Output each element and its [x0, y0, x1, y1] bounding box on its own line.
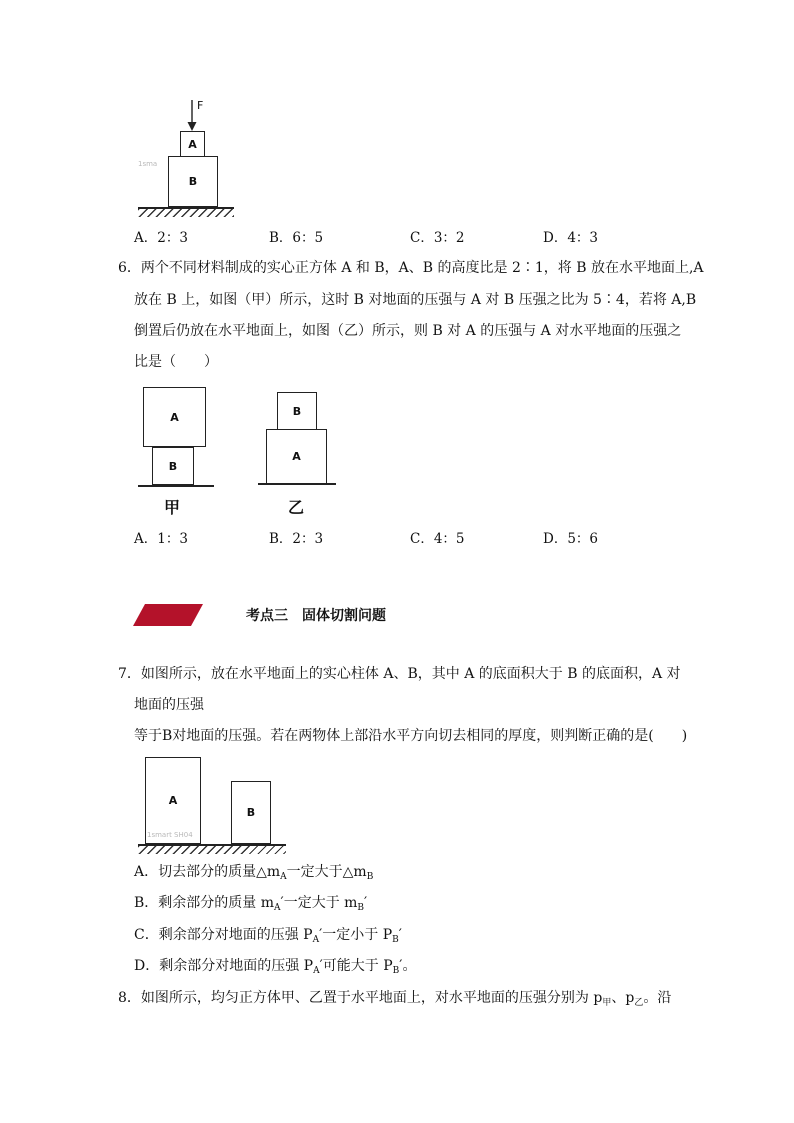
q6-line-4: 比是（ ）	[134, 354, 218, 370]
q5-option-b: B．6：5	[269, 230, 324, 246]
block-a: A	[266, 429, 327, 484]
ground-hatch	[138, 209, 234, 217]
block-a: A	[143, 387, 206, 447]
q7-line-1: 7．如图所示，放在水平地面上的实心柱体 A、B，其中 A 的底面积大于 B 的底面积，A 对	[118, 666, 681, 682]
q7-option-d: D．剩余部分对地面的压强 $P_A'$可能大于 $P_B'$。	[134, 958, 417, 976]
q7-line-2: 地面的压强	[134, 697, 204, 713]
caption-jia: 甲	[164, 498, 181, 517]
q6-option-a: A．1：3	[134, 531, 188, 547]
block-a: A	[145, 757, 201, 844]
q6-line-2: 放在 B 上，如图（甲）所示，这时 B 对地面的压强与 A 对 B 压强之比为 5∶4，若将 A,B	[134, 292, 697, 308]
ground-line	[258, 483, 336, 485]
section-title: 考点三 固体切割问题	[246, 608, 386, 624]
watermark: 1smart SH04	[147, 831, 193, 839]
q6-option-d: D．5：6	[543, 531, 599, 547]
block-a: A	[180, 131, 205, 157]
watermark: 1sma	[138, 160, 158, 168]
block-b: B	[231, 781, 271, 844]
ground-line	[138, 485, 214, 487]
force-label: F	[197, 99, 204, 112]
q6-line-1: 6．两个不同材料制成的实心正方体 A 和 B，A、B 的高度比是 2∶1，将 B 放在水平地面上,A	[118, 260, 704, 276]
block-b: B	[168, 156, 218, 207]
block-b: B	[277, 392, 317, 430]
caption-yi: 乙	[288, 498, 305, 517]
q6-option-b: B．2：3	[269, 531, 324, 547]
q7-option-a: A．切去部分的质量$\triangle m_A$一定大于$\triangle m_B$	[134, 864, 374, 882]
q5-option-a: A．2：3	[134, 230, 188, 246]
section-banner	[133, 604, 203, 626]
q7-option-c: C．剩余部分对地面的压强 $P_A'$一定小于 $P_B'$	[134, 927, 402, 945]
ground-hatch	[138, 846, 286, 854]
q7-option-b: B．剩余部分的质量 $m_A'$一定大于 $m_B'$	[134, 895, 368, 913]
block-b: B	[152, 447, 194, 485]
q8-line-1: 8．如图所示，均匀正方体甲、乙置于水平地面上，对水平地面的压强分别为 $p_甲$、$p_乙$。沿	[118, 990, 672, 1008]
q5-option-c: C．3：2	[410, 230, 465, 246]
q6-option-c: C．4：5	[410, 531, 465, 547]
force-arrow-icon	[186, 100, 198, 132]
q6-line-3: 倒置后仍放在水平地面上，如图（乙）所示，则 B 对 A 的压强与 A 对水平地面的压强之	[134, 323, 682, 339]
q5-option-d: D．4：3	[543, 230, 599, 246]
q7-line-3: 等于B对地面的压强。若在两物体上部沿水平方向切去相同的厚度，则判断正确的是( )	[134, 728, 688, 744]
